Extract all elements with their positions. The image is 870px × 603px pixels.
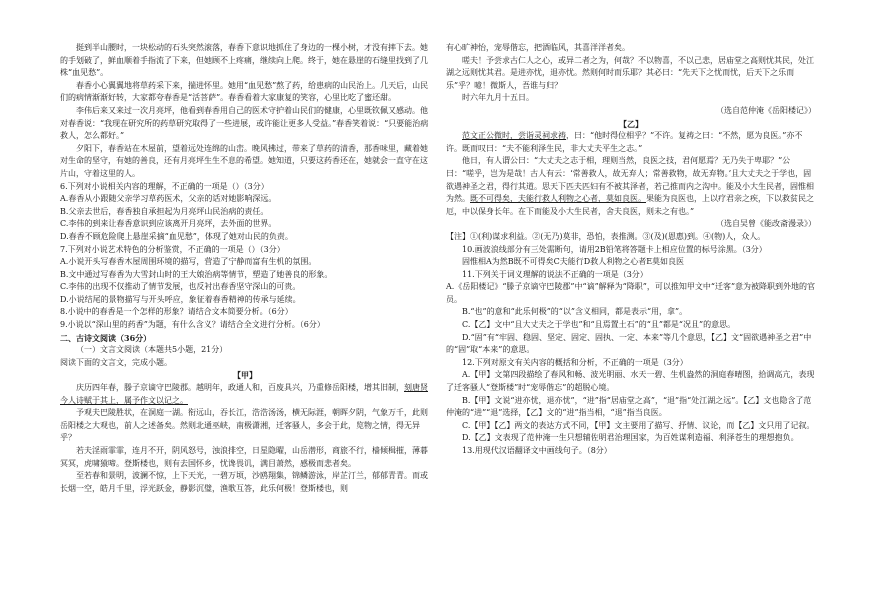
question-12: 12.下列对原文有关内容的概括和分析，不正确的一项是（3分） xyxy=(462,357,688,367)
question-10: 10.画波浪线部分有三处需断句，请用2B铅笔将答题卡上相应位置的标号涂黑。（3分） xyxy=(462,244,767,254)
passage-jia-paragraph: 若夫淫雨霏霏，连月不开，阴风怒号，浊浪排空，日星隐曜，山岳潜形，商旅不行，樯倾楫摧，薄暮冥冥，虎啸猿啼。登斯楼也，则有去国怀乡，忧谗畏讥，满目萧然，感极而悲者矣。 xyxy=(60,446,428,468)
passage-yi-label: 【乙】 xyxy=(619,118,643,129)
story-paragraph: 春香小心翼翼地将草药采下来，揣进怀里。她用“血见愁”熬了药，给患病的山民治上。几天后，山民们的病情渐渐好转，大家都夸春香是“活菩萨”。春香看着大家康复的笑容，心里比吃了蜜还甜。 xyxy=(60,80,429,103)
question-7-option-d: D.小说结尾的景物描写与开头呼应，象征着春香精神的传承与延续。 xyxy=(60,294,301,304)
source-citation: （选自吴曾《能改斋漫录》） xyxy=(716,219,816,229)
passage-text: 他日，有人谓公曰：“大丈夫之志于相，理则当然，良医之技，君何愿焉？无乃失于卑耶？”公曰：“嗟乎，岂为是哉！古人有云：‘常善救人，故无弃人；常善救物，故无弃物。’且大丈夫之于学也，固欲遇神圣之君，得行其道。思天下匹夫匹妇有不被其泽者，若己推而内之沟中。能及小大生民者，固惟相为然。 xyxy=(446,156,814,204)
subsection-heading: （一）文言文阅读（本题共5小题，21分） xyxy=(76,345,228,355)
passage-jia-paragraph: 嗟夫！予尝求古仁人之心，或异二者之为，何哉？不以物喜，不以己悲，居庙堂之高则忧其民，处江湖之远则忧其君。是进亦忧，退亦忧。然则何时而乐耶？其必曰：“先天下之忧而忧，后天下之乐而乐”乎？噫！微斯人，吾谁与归？ xyxy=(446,55,814,90)
question-12-option-c: C.【甲】【乙】两文的表达方式不同，【甲】文主要用了描写、抒情、议论，而【乙】文只用了记叙。 xyxy=(462,420,815,430)
source-citation: （选自范仲淹《岳阳楼记》） xyxy=(716,105,816,115)
passage-jia-date: 时六年九月十五日。 xyxy=(462,93,534,103)
underlined-sentence: 刻唐贤今人诗赋于其上，属予作文以记之。 xyxy=(60,383,428,405)
passage-text: ，曰：“他时得位相乎？”不许。复祷之曰：“不然，愿为良医。”亦不许。既而叹曰：“夫不能利泽生民，非大丈夫平生之志。” xyxy=(446,131,803,153)
question-6-option-c: C.李伟的到来让春香意识到应该离开月亮坪，去外面的世界。 xyxy=(60,219,277,229)
question-7-option-b: B.文中通过写春香为大雪封山时的王大娘治病等情节，塑造了她善良的形象。 xyxy=(60,269,333,279)
question-11-option-d: D.“固”有“牢固、稳固、坚定、固定、固执、一定、本来”等几个意思，【乙】文“固欲遇神圣之君”中的“固”取“本来”的意思。 xyxy=(446,332,812,355)
question-7-option-a: A.小说开头写春香木屋周围环境的描写，营造了宁静而富有生机的氛围。 xyxy=(60,257,317,267)
passage-jia-paragraph xyxy=(60,382,430,407)
question-12-option-b: B.【甲】文说“进亦忧，退亦忧”，“进”指“居庙堂之高”，“退”指“处江湖之远”。【乙】文也隐含了范仲淹的“进”“退”选择，【乙】文的“进”指当相，“退”指当良医。 xyxy=(446,395,812,418)
right-column xyxy=(446,42,816,458)
passage-yi-paragraph xyxy=(446,130,816,155)
left-column xyxy=(60,42,430,495)
question-6-option-d: D.春香不顾危险爬上悬崖采摘“血见愁”，体现了她对山民的负责。 xyxy=(60,231,293,241)
section-heading: 二、古诗文阅读（36分） xyxy=(60,332,152,343)
question-11: 11.下列关于词义理解的说法不正确的一项是（3分） xyxy=(462,269,648,279)
passage-text: 庆历四年春，滕子京谪守巴陵郡。越明年，政通人和，百废具兴，乃重修岳阳楼，增其旧制， xyxy=(76,383,404,393)
story-paragraph: 挺到半山腰时，一块松动的石头突然滚落，春香下意识地抓住了身边的一棵小树，才没有摔下去。她的手划破了，鲜血顺着手指流了下来，但她顾不上疼痛，继续向上爬。终于，她在悬崖的石缝里找到了几株“血见愁”。 xyxy=(60,43,428,78)
question-13: 13.用现代汉语翻译文中画线句子。（8分） xyxy=(462,446,612,455)
instruction: 阅读下面的文言文，完成小题。 xyxy=(60,357,172,367)
question-11-option-b: B.“也”的意和“此乐何极”的“以”含义相同，都是表示“用，拿”。 xyxy=(462,307,688,317)
passage-yi-paragraph xyxy=(446,155,816,218)
passage-text: 果能为良医也，上以疗君亲之疾，下以救贫民之厄，中以保身长年。在下而能及小大生民者，舍夫良医，则未之有也。” xyxy=(446,194,814,216)
underlined-sentence: 范文正公微时，尝诣灵祠求祷 xyxy=(462,131,566,141)
question-6: 6.下列对小说相关内容的理解，不正确的一项是（）（3分） xyxy=(60,181,269,191)
question-7-option-c: C.李伟的出现不仅推动了情节发展，也反衬出春香坚守深山的可贵。 xyxy=(60,282,301,292)
question-6-option-b: B.父亲去世后，春香独自承担起为月亮坪山民治病的责任。 xyxy=(60,206,269,216)
story-paragraph: 李伟后来又来过一次月亮坪，他看到春香用自己的医术守护着山民们的健康，心里既钦佩又感动。他对春香说：“我现在研究所的药草研究取得了一些进展，或许能让更多人受益。”春香笑着说：“只要能治病救人，怎么都好。” xyxy=(60,105,429,141)
question-11-option-c: C.【乙】文中“且大丈夫之于学也”和“且焉置土石”的“且”都是“况且”的意思。 xyxy=(462,320,736,330)
question-12-option-a: A.【甲】文第四段描绘了春风和畅、波光明丽、水天一碧、生机盎然的洞庭春晴图，拾调高亢，表现了迁客骚人“登斯楼”时“宠辱偕忘”的超脱心境。 xyxy=(446,370,815,393)
passage-jia-paragraph: 予观夫巴陵胜状，在洞庭一湖。衔远山，吞长江，浩浩汤汤，横无际涯，朝晖夕阴，气象万千，此则岳阳楼之大观也，前人之述备矣。然则北通巫峡，南极潇湘，迁客骚人，多会于此，览物之情，得无异乎？ xyxy=(60,408,428,443)
question-6-option-a: A.春香从小跟随父亲学习草药医术，父亲的话对她影响深远。 xyxy=(60,194,277,204)
question-11-option-a: A.《岳阳楼记》“滕子京谪守巴陵郡”中“谪”解释为“降职”，可以推知甲文中“迁客”意为被降职到外地的官员。 xyxy=(446,282,816,304)
passage-jia-label: 【甲】 xyxy=(233,370,257,381)
question-12-option-d: D.【乙】文表现了范仲淹一生只想辅佐明君治理国家，为百姓谋利造福、利泽苍生的理想抱负。 xyxy=(462,433,799,443)
passage-jia-paragraph: 有心旷神怡，宠辱偕忘，把酒临风，其喜洋洋者矣。 xyxy=(446,43,630,52)
wavy-line-sentence: 既不可得矣，夫能行救人利物之心者，莫如良医。 xyxy=(470,194,646,204)
story-paragraph: 夕阳下，春香站在木屋前，望着远处连绵的山峦。晚风拂过，带来了草药的清香，那香味里，藏着她对生命的坚守，有她的善良，还有月亮坪生生不息的希望。她知道，只要这药香还在，她就会一直守在这片山，守着这里的人。 xyxy=(60,143,428,178)
question-7: 7.下列对小说艺术特色的分析鉴赏，不正确的一项是（）（3分） xyxy=(60,244,285,254)
question-9: 9.小说以“深山里的药香”为题，有什么含义？请结合全文进行分析。（6分） xyxy=(60,320,325,330)
passage-jia-paragraph: 至若春和景明，波澜不惊，上下天光，一碧万顷，沙鸥翔集，锦鳞游泳，岸芷汀兰，郁郁青青。而或长烟一空，皓月千里，浮光跃金，静影沉璧，渔歌互答，此乐何极！登斯楼也，则 xyxy=(60,471,428,493)
annotation-note: 【注】①(利)谋求利益。②(无乃)莫非，恐怕，表推测。③(及)(恩惠)到。④(物)人，众人。 xyxy=(446,231,766,241)
question-8: 8.小说中的春香是一个怎样的形象？请结合文本简要分析。（6分） xyxy=(60,307,293,317)
question-10-sentence: 固惟相A为然B既不可得矣C夫能行D救人利物之心者E莫如良医 xyxy=(462,257,685,267)
